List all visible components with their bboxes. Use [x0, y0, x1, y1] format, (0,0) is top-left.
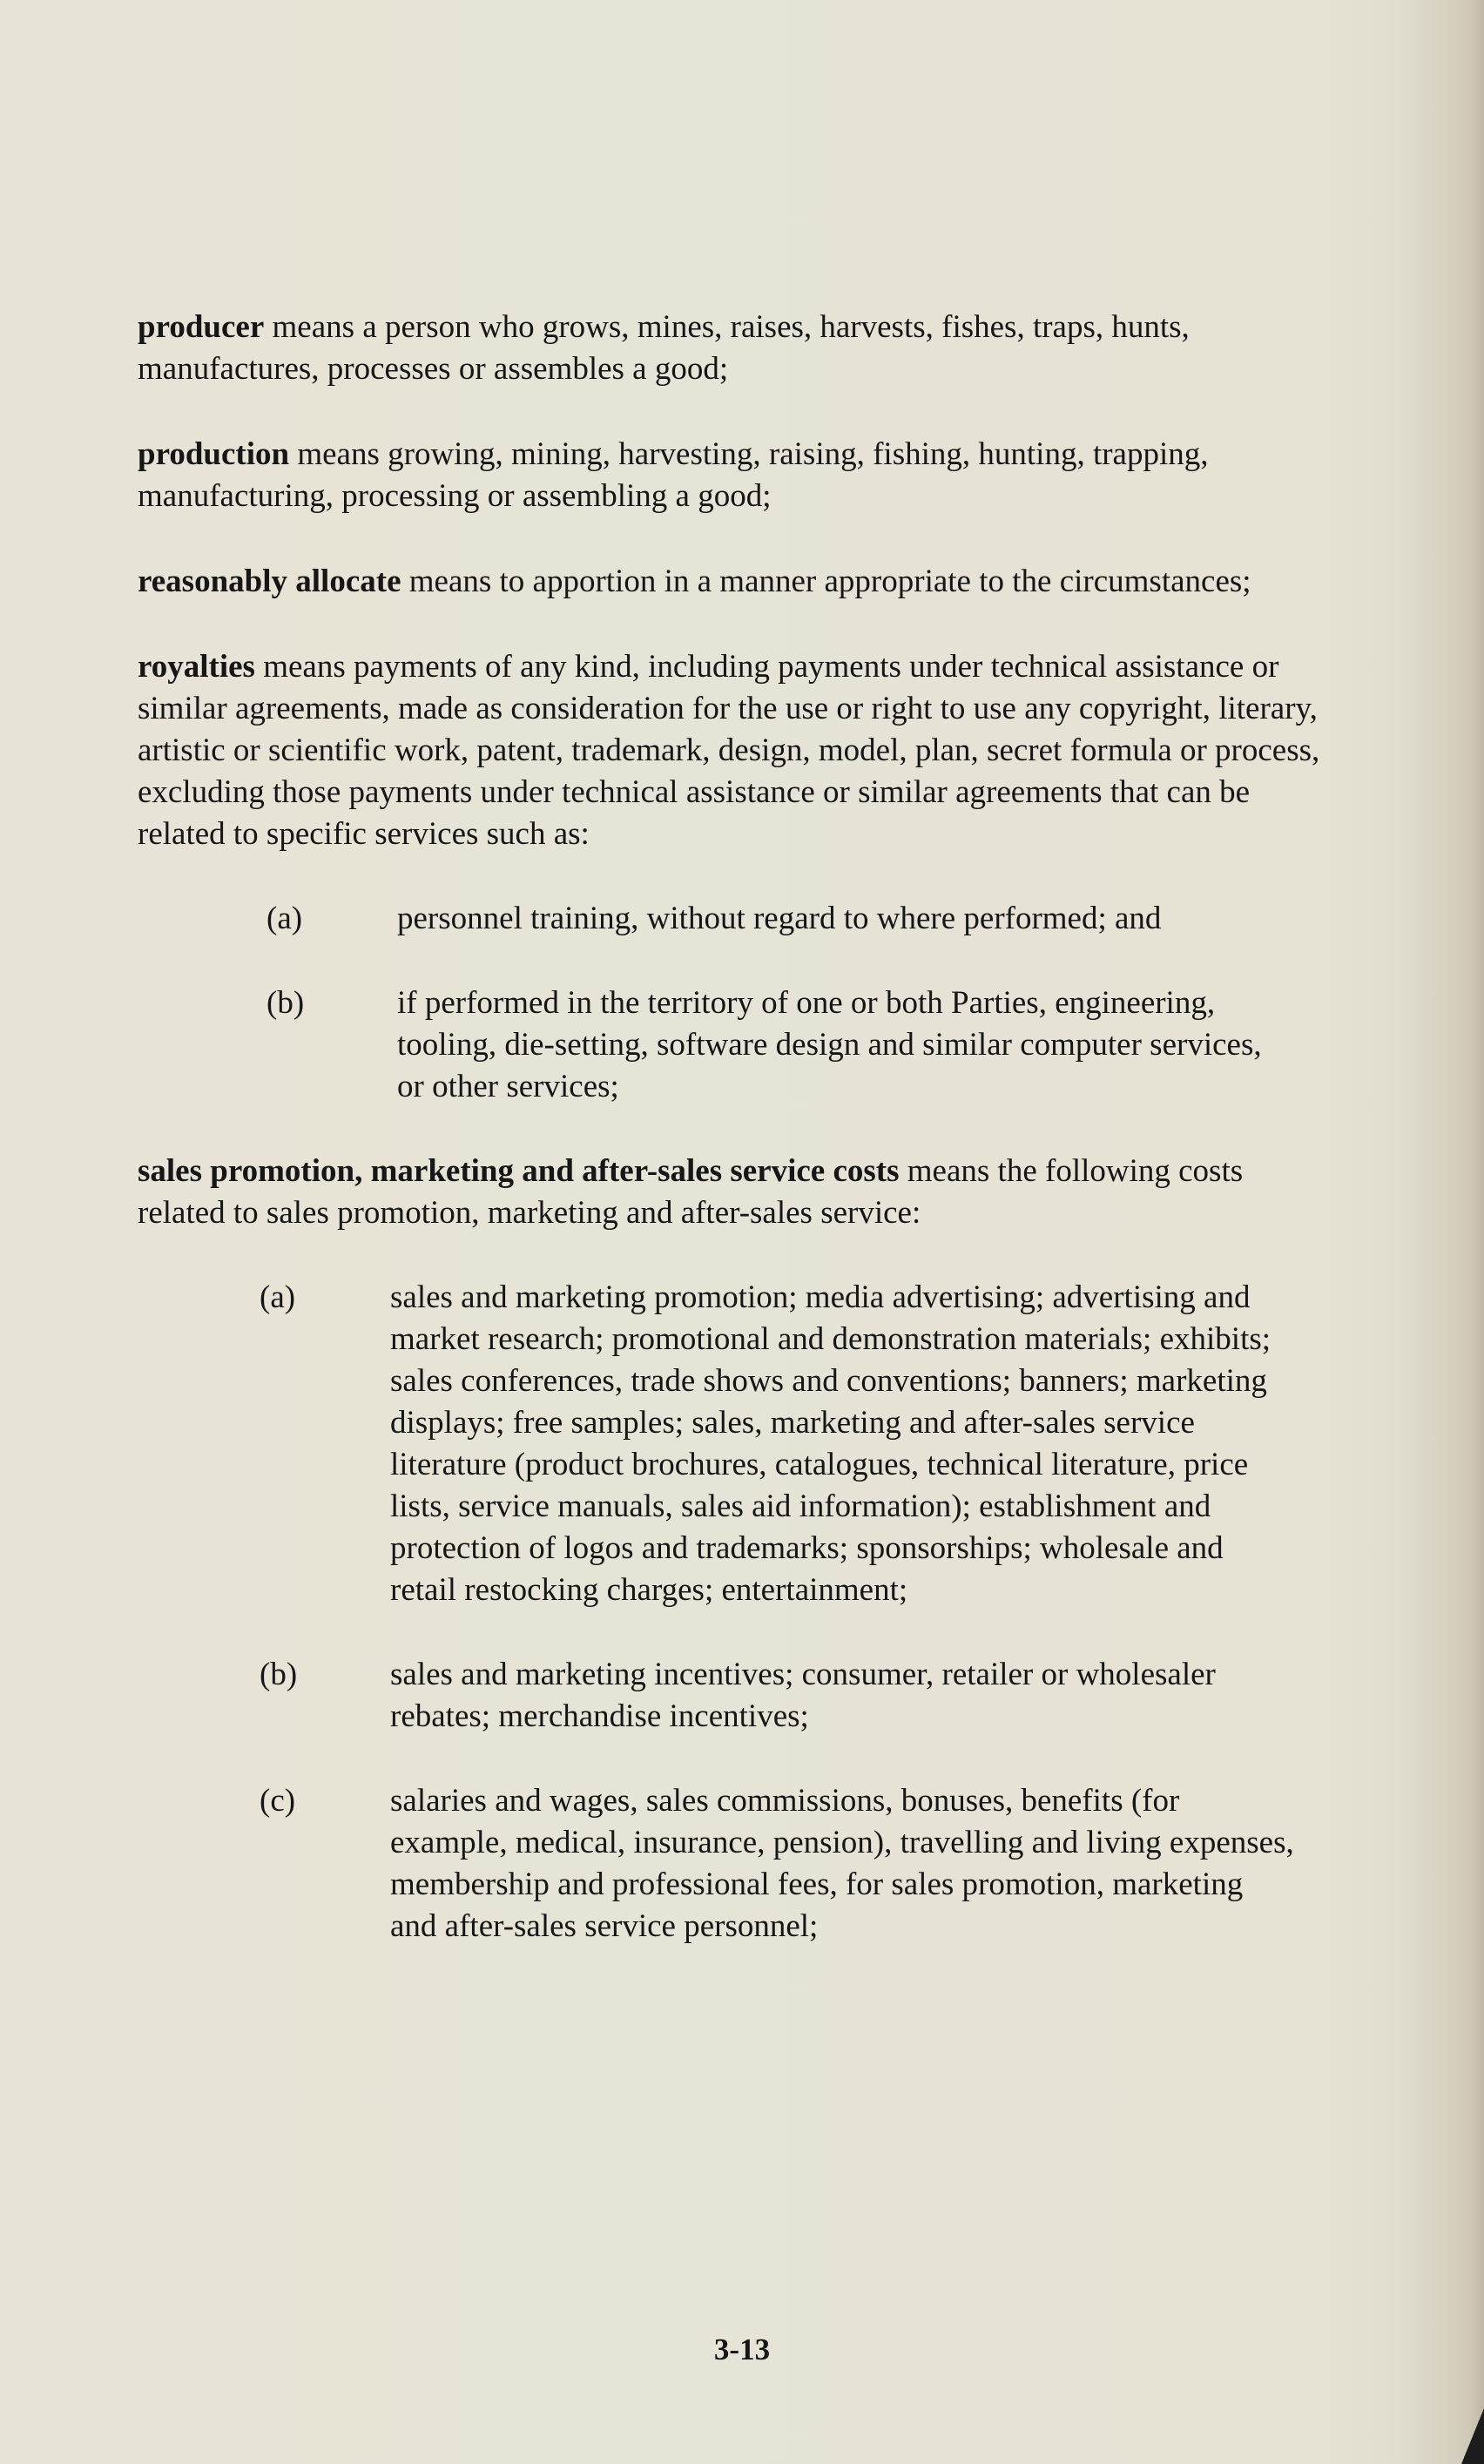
- term-production: production: [138, 436, 290, 472]
- sales-item-a-text: sales and marketing promotion; media advertising; advertising and market research; promotional and demonstration materials; exhibits; sales conferences, trade shows and conventions; banners; marketing displays; free samples; sales, marketing and after-sales service literature (product brochures, catalogues, technical literature, price lists, service manuals, sales aid information); establishment and protection of logos and trademarks; sponsorships; wholesale and retail restocking charges; entertainment;: [390, 1279, 1272, 1608]
- royalties-item-a-text: personnel training, without regard to where performed; and: [397, 901, 1162, 936]
- definition-producer-text: means a person who grows, mines, raises, harvests, fishes, traps, hunts, manufactures, processes or assembles a good;: [138, 309, 1190, 387]
- term-sales-promotion: sales promotion, marketing and after-sales service costs: [138, 1153, 900, 1189]
- sales-item-c-text: salaries and wages, sales commissions, bonuses, benefits (for example, medical, insurance, pension), travelling and living expenses, membership and professional fees, for sales promotion, marketing and after-sales service personnel;: [390, 1783, 1294, 1944]
- sales-item-c-label: (c): [260, 1783, 296, 1819]
- definition-reasonably-allocate-text: means to apportion in a manner appropriate to the circumstances;: [401, 564, 1251, 599]
- definitions-content: [138, 307, 1322, 1948]
- sales-item-a-label: (a): [260, 1279, 296, 1315]
- definition-royalties: [138, 646, 1322, 855]
- term-royalties: royalties: [138, 649, 255, 685]
- definition-sales-promotion: [138, 1151, 1322, 1234]
- sales-item-b-text: sales and marketing incentives; consumer, retailer or wholesaler rebates; merchandise incentives;: [390, 1657, 1216, 1734]
- royalties-item-a: [138, 898, 1322, 940]
- sales-item-b-label: (b): [260, 1657, 298, 1692]
- sales-item-c: [138, 1780, 1322, 1948]
- royalties-item-b: [138, 982, 1322, 1108]
- page-number: 3-13: [713, 2332, 771, 2366]
- definition-production: [138, 434, 1322, 517]
- term-producer: producer: [138, 309, 265, 345]
- definition-sales-promotion-text: means the following costs related to sales promotion, marketing and after-sales service:: [138, 1153, 1244, 1231]
- sales-item-b: [138, 1654, 1322, 1738]
- definition-reasonably-allocate: [138, 561, 1322, 603]
- royalties-item-a-label: (a): [266, 901, 303, 936]
- royalties-item-b-label: (b): [266, 985, 305, 1021]
- corner-marker: [1461, 2408, 1484, 2464]
- definition-production-text: means growing, mining, harvesting, raising, fishing, hunting, trapping, manufacturing, processing or assembling a good;: [138, 436, 1209, 514]
- definition-royalties-text: means payments of any kind, including payments under technical assistance or similar agreements, made as consideration for the use or right to use any copyright, literary, artistic or scientific work, patent, trademark, design, model, plan, secret formula or process, excluding those payments under technical assistance or similar agreements that can be related to specific services such as:: [138, 649, 1320, 852]
- term-reasonably-allocate: reasonably allocate: [138, 564, 401, 599]
- royalties-item-b-text: if performed in the territory of one or both Parties, engineering, tooling, die-setting, software design and similar computer services, or other services;: [397, 985, 1262, 1104]
- sales-item-a: [138, 1277, 1322, 1611]
- definition-producer: [138, 307, 1322, 390]
- page-edge-shadow: [1468, 0, 1484, 2464]
